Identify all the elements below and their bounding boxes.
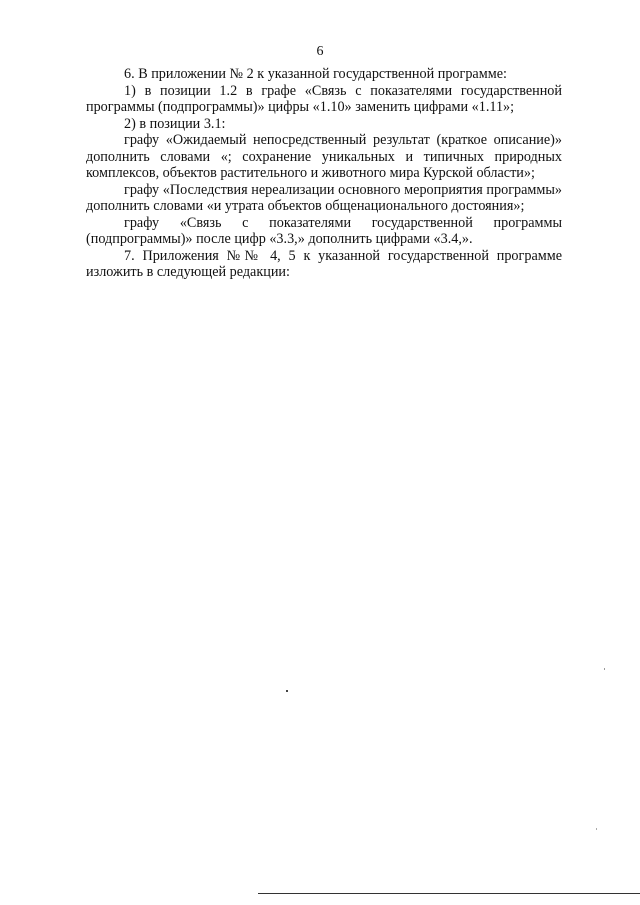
bottom-scan-edge	[258, 893, 640, 894]
paragraph-item-7: 7. Приложения №№ 4, 5 к указанной государственной программе изложить в следующей редакции:	[86, 247, 562, 280]
scan-speck	[596, 828, 597, 830]
paragraph-consequences: графу «Последствия нереализации основного мероприятия программы» дополнить словами «и утрата объектов общенационального достояния»;	[86, 181, 562, 214]
paragraph-item-6: 6. В приложении № 2 к указанной государственной программе:	[124, 66, 507, 82]
page-number: 6	[316, 44, 324, 59]
paragraph-expected-result: графу «Ожидаемый непосредственный результат (краткое описание)» дополнить словами «; сохранение уникальных и типичных природных комплексов, объектов растительного и животного мира Курской области»;	[86, 132, 562, 181]
document-body	[86, 66, 562, 281]
scan-speck	[286, 690, 288, 692]
paragraph-subitem-2: 2) в позиции 3.1:	[124, 115, 226, 132]
paragraph-link-indicators: графу «Связь с показателями государственной программы (подпрограммы)» после цифр «3.3,» дополнить цифрами «3.4,».	[86, 214, 562, 247]
paragraph-subitem-1: 1) в позиции 1.2 в графе «Связь с показателями государственной программы (подпрограммы)» цифры «1.10» заменить цифрами «1.11»;	[86, 82, 562, 115]
scan-speck	[604, 668, 605, 670]
